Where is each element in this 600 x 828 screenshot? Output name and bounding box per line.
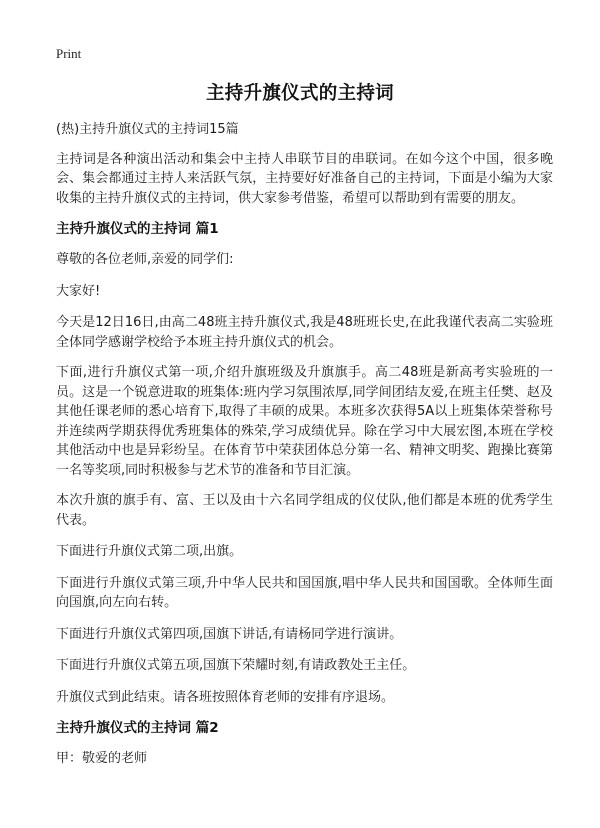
print-link[interactable]: Print [56,46,82,61]
section1-paragraph-5: 本次升旗的旗手有、富、王以及由十六名同学组成的仪仗队,他们都是本班的优秀学生代表。 [56,493,553,528]
section1-paragraph-8: 下面进行升旗仪式第四项,国旗下讲话,有请杨同学进行演讲。 [56,626,403,642]
document-subtitle: (热)主持升旗仪式的主持词15篇 [56,122,239,137]
section1-paragraph-7: 下面进行升旗仪式第三项,升中华人民共和国国旗,唱中华人民共和国国歌。全体师生面向国旗,向左向右转。 [56,575,553,610]
section1-paragraph-4: 下面,进行升旗仪式第一项,介绍升旗班级及升旗旗手。高二48班是新高考实验班的一员。这是一个锐意进取的班集体:班内学习氛围浓厚,同学间团结友爱,在班主任樊、赵及其他任课老师的悉心培育下,取得了丰硕的成果。本班多次获得5A以上班集体荣誉称号并连续两学期获得优秀班集体的殊荣,学习成绩优异。除在学习中大展宏图,本班在学校其他活动中也是异彩纷呈。在体育节中荣获团体总分第一名、精神文明奖、跑操比赛第一名等奖项,同时积极参与艺术节的准备和节目汇演。 [56,365,553,478]
section1-paragraph-10: 升旗仪式到此结束。请各班按照体育老师的安排有序退场。 [56,689,395,705]
document-body [56,120,553,769]
section1-paragraph-1: 尊敬的各位老师,亲爱的同学们: [56,252,234,267]
intro-paragraph: 主持词是各种演出活动和集会中主持人串联节目的串联词。在如今这个中国，很多晚会、集会都通过主持人来活跃气氛，主持要好好准备自己的主持词，下面是小编为大家收集的主持升旗仪式的主持词，供大家参考借鉴，希望可以帮助到有需要的朋友。 [56,151,553,206]
section1-paragraph-9: 下面进行升旗仪式第五项,国旗下荣耀时刻,有请政教处王主任。 [56,658,416,673]
section2-paragraph-1: 甲：敬爱的老师 [56,751,148,766]
section1-paragraph-3: 今天是12日16日,由高二48班主持升旗仪式,我是48班班长史,在此我谨代表高二实验班全体同学感谢学校给予本班主持升旗仪式的机会。 [56,315,553,350]
section1-paragraph-6: 下面进行升旗仪式第二项,出旗。 [56,544,243,559]
page-title: 主持升旗仪式的主持词 [205,83,394,104]
section1-paragraph-2: 大家好! [56,283,101,299]
section-heading-1: 主持升旗仪式的主持词 篇1 [56,221,219,237]
section-heading-2: 主持升旗仪式的主持词 篇2 [56,720,219,736]
